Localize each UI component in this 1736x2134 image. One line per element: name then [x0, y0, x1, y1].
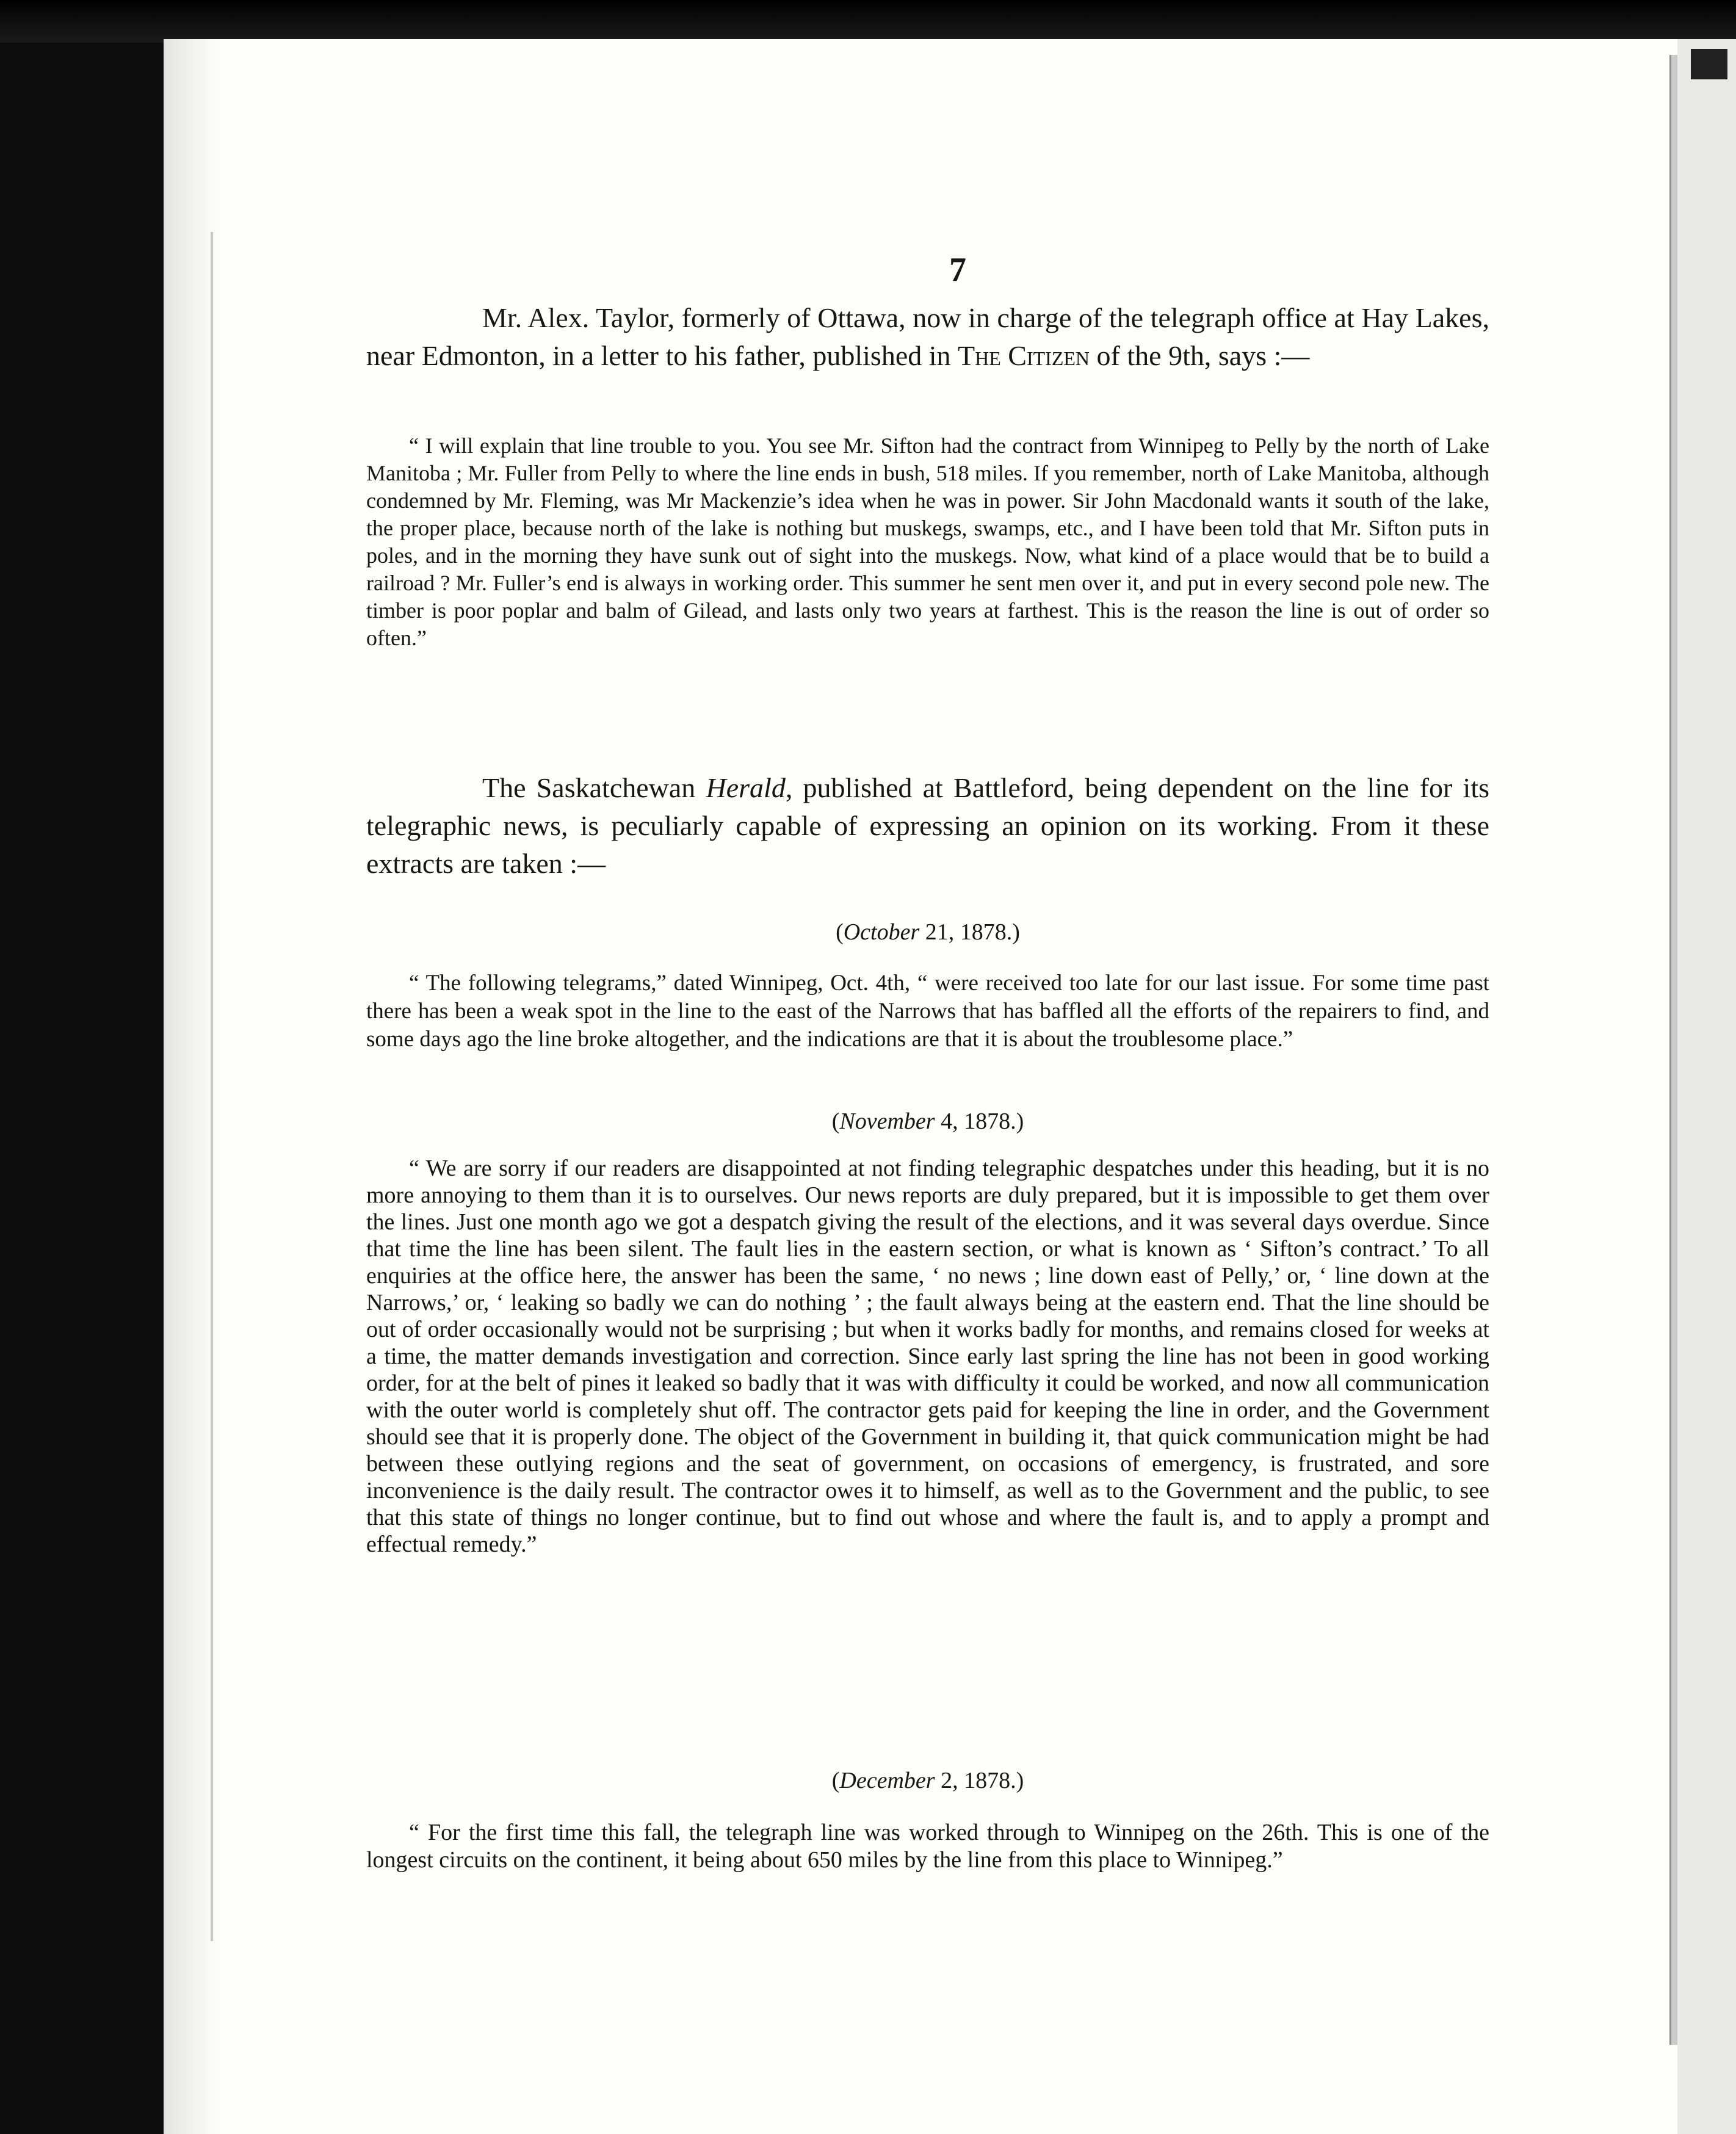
- herald-extract-october: “ The following telegrams,” dated Winnipeg, Oct. 4th, “ were received too late for our last issue. For some time past there has been a weak spot in the line to the east of the Narrows that has baffled all the efforts of the repairers to find, and some days ago the line broke altogether, and the indications are that it is about the troublesome place.”: [366, 971, 1489, 1052]
- herald-text-1: The Saskatchewan: [482, 772, 706, 803]
- lead-paragraph: [366, 299, 1489, 375]
- herald-text-2: , published at Battleford, being dependent on the line for its telegraphic news, is peculiarly capable of expressing an opinion on its working. From it these extracts are taken :—: [366, 772, 1489, 879]
- herald-paper-name: Herald: [706, 772, 786, 803]
- scan-corner-mark: [1691, 49, 1727, 79]
- dateline-month: December: [839, 1768, 935, 1793]
- dateline-paren: (: [836, 919, 844, 945]
- page-right-edge: [1669, 55, 1677, 2045]
- dateline-october: [366, 919, 1489, 946]
- scan-top-border: [0, 0, 1736, 43]
- herald-intro-paragraph: [366, 769, 1489, 883]
- taylor-letter-quote: “ I will explain that line trouble to you. You see Mr. Sifton had the contract from Winnipeg to Pelly by the north of Lake Manitoba ; Mr. Fuller from Pelly to where the line ends in bush, 518 miles. If you remember, north of Lake Manitoba, although condemned by Mr. Fleming, was Mr Mackenzie’s idea when he was in power. Sir John Macdonald wants it south of the lake, the proper place, because north of the lake is nothing but muskegs, swamps, etc., and I have been told that Mr. Sifton puts in poles, and in the morning they have sunk out of sight into the muskegs. Now, what kind of a place would that be to build a railroad ? Mr. Fuller’s end is always in working order. This summer he sent men over it, and put in every second pole new. The timber is poor poplar and balm of Gilead, and lasts only two years at farthest. This is the reason the line is out of order so often.”: [366, 433, 1489, 650]
- dateline-rest: 2, 1878.): [935, 1768, 1024, 1793]
- page-fold-line: [211, 232, 213, 1941]
- dateline-rest: 21, 1878.): [919, 919, 1020, 945]
- herald-extract-december: “ For the first time this fall, the telegraph line was worked through to Winnipeg on the 26th. This is one of the longest circuits on the continent, it being about 650 miles by the line from this place to Winnipeg.”: [366, 1820, 1489, 1873]
- page-number: 7: [949, 251, 966, 289]
- dateline-month: November: [839, 1109, 935, 1134]
- newspaper-name: The Citizen: [958, 340, 1090, 371]
- dateline-december: [366, 1767, 1489, 1794]
- lead-text-1: Mr. Alex. Taylor, formerly of Ottawa, now in charge of the telegraph office at Hay Lakes, near Edmonton, in a letter to his father, published in: [366, 302, 1489, 371]
- dateline-paren: (: [831, 1109, 840, 1134]
- lead-text-2: of the 9th, says :—: [1090, 340, 1310, 371]
- herald-extract-november: “ We are sorry if our readers are disappointed at not finding telegraphic despatches under this heading, but it is no more annoying to them than it is to ourselves. Our news reports are duly prepared, but it is impossible to get them over the lines. Just one month ago we got a despatch giving the result of the elections, and it was several days overdue. Since that time the line has been silent. The fault lies in the eastern section, or what is known as ‘ Sifton’s contract.’ To all enquiries at the office here, the answer has been the same, ‘ no news ; line down east of Pelly,’ or, ‘ line down at the Narrows,’ or, ‘ leaking so badly we can do nothing ’ ; the fault always being at the eastern end. That the line should be out of order occasionally would not be surprising ; but when it works badly for months, and remains closed for weeks at a time, the matter demands investigation and correction. Since early last spring the line has not been in good working order, for at the belt of pines it leaked so badly that it was with difficulty it could be worked, and now all communication with the outer world is completely shut off. The contractor gets paid for keeping the line in order, and the Government should see that it is properly done. The object of the Government in building it, that quick communication might be had between these outlying regions and the seat of government, on occasions of emergency, is frustrated, and sore inconvenience is the daily result. The contractor owes it to himself, as well as to the Government and the public, to see that this state of things no longer continue, but to find out whose and where the fault is, and to apply a prompt and effectual remedy.”: [366, 1156, 1489, 1557]
- dateline-november: [366, 1108, 1489, 1135]
- dateline-paren: (: [831, 1768, 840, 1793]
- scan-right-strip: [1677, 39, 1736, 2134]
- dateline-rest: 4, 1878.): [935, 1109, 1024, 1134]
- dateline-month: October: [843, 919, 920, 945]
